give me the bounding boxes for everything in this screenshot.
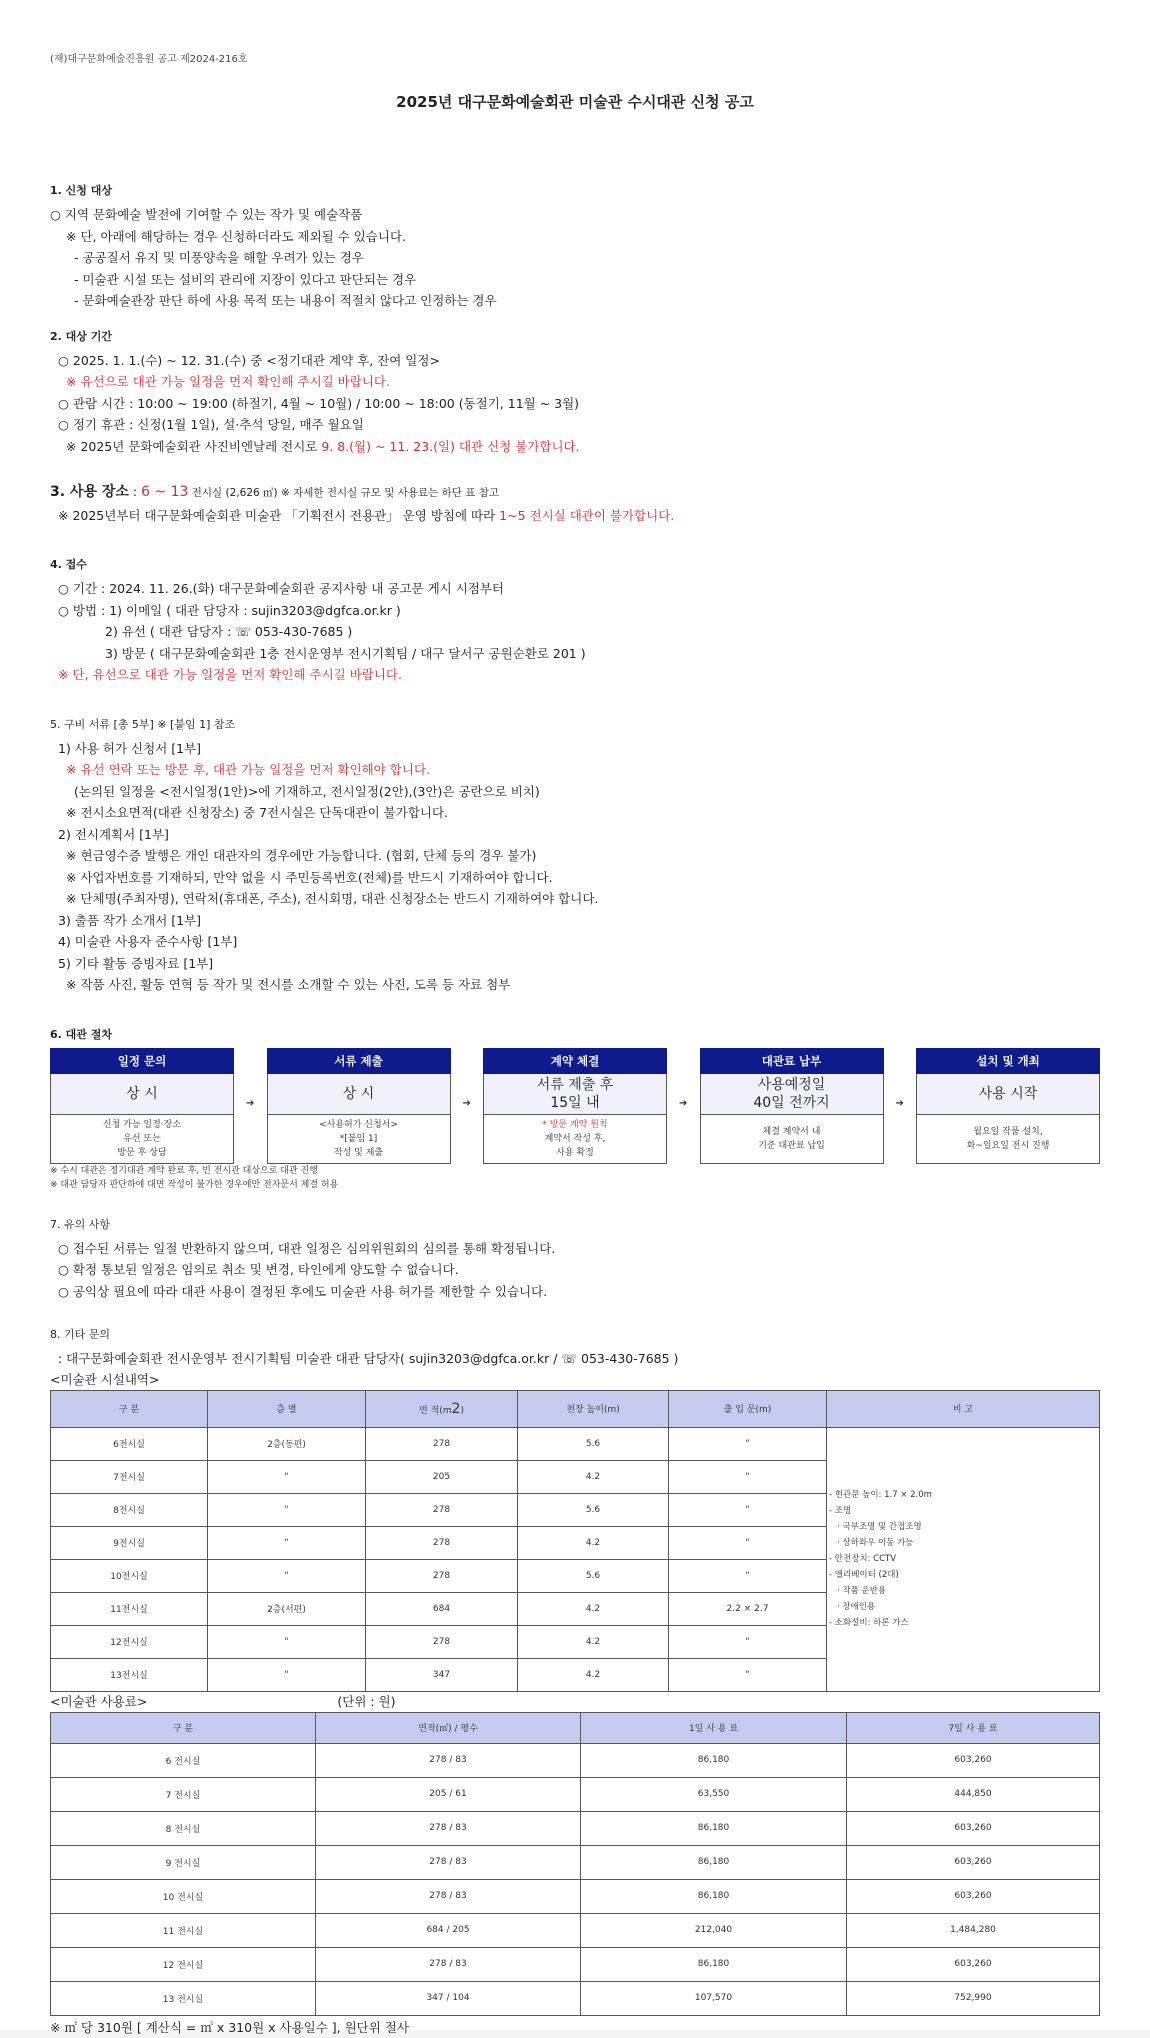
table-cell: 86,180 (581, 1845, 847, 1879)
table-row (51, 1947, 1100, 1981)
table-cell: 86,180 (581, 1743, 847, 1777)
remark-line: · 작품 운반용 (837, 1586, 887, 1596)
column-header: 구 분 (51, 1390, 208, 1427)
text-line: - 문화예술관장 판단 하에 사용 목적 또는 내용이 적절치 않다고 인정하는 경우 (74, 293, 497, 308)
table-cell: 278 / 83 (316, 1811, 581, 1845)
table-cell: " (208, 1559, 366, 1592)
table-cell: 2층(동편) (208, 1427, 366, 1460)
table-cell: 5.6 (518, 1493, 669, 1526)
step-desc (483, 1115, 667, 1164)
remark-line: - 조명 (829, 1506, 852, 1516)
table-cell: " (208, 1493, 366, 1526)
table-cell: 278 (366, 1526, 518, 1559)
table-cell: 4.2 (518, 1460, 669, 1493)
text-line: ○ 확정 통보된 일정은 임의로 취소 및 변경, 타인에게 양도할 수 없습니다. (58, 1262, 459, 1277)
table-cell: 4.2 (518, 1526, 669, 1559)
section-documents (50, 716, 1100, 996)
text-line: 4) 미술관 사용자 준수사항 [1부] (58, 934, 238, 949)
table-cell: 5.6 (518, 1427, 669, 1460)
table-cell: " (208, 1658, 366, 1691)
section-venue (50, 481, 1100, 526)
arrow-right-icon: ➔ (462, 1097, 471, 1109)
table-row (51, 1427, 1100, 1460)
column-header: 층 별 (208, 1390, 366, 1427)
table-header-row (51, 1712, 1100, 1743)
table-cell: 347 / 104 (316, 1981, 581, 2015)
remark-line: - 안전장치: CCTV (829, 1554, 897, 1564)
venue-range: 6 ~ 13 (141, 484, 189, 500)
text-line: ※ 현금영수증 발행은 개인 대관자의 경우에만 가능합니다. (협회, 단체 등의 경우 불가) (66, 848, 537, 863)
text-line (50, 436, 1100, 458)
column-header: 1일 사 용 료 (581, 1712, 847, 1743)
table-cell: 4.2 (518, 1592, 669, 1625)
text-line: - 미술관 시설 또는 설비의 관리에 지장이 있다고 판단되는 경우 (74, 271, 417, 287)
procedure-step (50, 1048, 234, 1164)
table-cell: 205 / 61 (316, 1777, 581, 1811)
section-title: 6. 대관 절차 (50, 1027, 112, 1041)
table-cell: 11 전시실 (51, 1913, 316, 1947)
arrow-right-icon: ➔ (679, 1097, 688, 1109)
table-cell: 347 (366, 1658, 518, 1691)
column-header (366, 1390, 518, 1427)
step-desc (267, 1115, 451, 1164)
text-part: ※ 2025년 문화예술회관 사진비엔날레 전시로 (66, 438, 322, 454)
header-part: ) (460, 1405, 464, 1416)
table-cell: " (669, 1526, 827, 1559)
table-cell: 86,180 (581, 1811, 847, 1845)
text-part: 1~5 전시실 대관이 불가합니다. (499, 507, 675, 523)
text-line: ○ 지역 문화예술 발전에 기여할 수 있는 작가 및 예술작품 (50, 207, 363, 222)
text-line: ※ 단체명(주최자명), 연락처(휴대폰, 주소), 전시회명, 대관 신청장소는 반드시 기재하여야 합니다. (66, 891, 599, 906)
table-cell: 603,260 (847, 1947, 1100, 1981)
text-line: ※ 단, 아래에 해당하는 경우 신청하더라도 제외될 수 있습니다. (66, 228, 407, 244)
fee-footnote: ※ ㎡ 당 310원 [ 계산식 = ㎡ x 310원 x 사용일수 ], 원단위 절사 (50, 2019, 409, 2035)
table-cell: 603,260 (847, 1879, 1100, 1913)
step-desc-line: 계약서 작성 후, (544, 1133, 606, 1144)
text-line: ○ 기간 : 2024. 11. 26.(화) 대구문화예술회관 공지사항 내 공고문 게시 시점부터 (58, 581, 504, 596)
table-cell: 4.2 (518, 1658, 669, 1691)
section-cautions (50, 1216, 1100, 1303)
text-line: (논의된 일정을 <전시일정(1안)>에 기재하고, 전시일정(2안),(3안)은 공란으로 비치) (74, 783, 540, 799)
fee-label-text: <미술관 사용료> (50, 1693, 148, 1709)
section-title: 2. 대상 기간 (50, 329, 112, 343)
table-cell: 278 / 83 (316, 1845, 581, 1879)
table-cell: 12 전시실 (51, 1947, 316, 1981)
table-cell: 9 전시실 (51, 1845, 316, 1879)
step-desc-line: 사용 확정 (556, 1147, 594, 1158)
section-period (50, 328, 1100, 458)
table-cell: 6 전시실 (51, 1743, 316, 1777)
remark-line: · 국부조명 및 간접조명 (837, 1522, 922, 1532)
section-contact (50, 1326, 1100, 1370)
step-desc-line: 체결 계약서 내 (762, 1126, 821, 1137)
section-applicants (50, 182, 1100, 312)
table-cell: 684 (366, 1592, 518, 1625)
step-main (267, 1074, 451, 1115)
table-cell: 13전시실 (51, 1658, 208, 1691)
text-line (50, 505, 1100, 527)
fee-table (50, 1712, 1100, 2016)
table-cell: 278 / 83 (316, 1879, 581, 1913)
table-cell: 278 (366, 1559, 518, 1592)
text-line: - 공공질서 유지 및 미풍양속을 해할 우려가 있는 경우 (74, 250, 364, 265)
step-main (700, 1074, 884, 1115)
table-cell: " (669, 1559, 827, 1592)
step-main-text: 상 시 (126, 1085, 158, 1102)
text-line: ○ 방법 : 1) 이메일 ( 대관 담당자 : sujin3203@dgfca.or.kr ) (58, 602, 401, 618)
text-line: : 대구문화예술회관 전시운영부 전시기획팀 미술관 대관 담당자( sujin3203@dgfca.or.kr / ☏ 053-430-7685 ) (58, 1351, 679, 1366)
table-cell: 7 전시실 (51, 1777, 316, 1811)
column-header: 천장 높이(m) (518, 1390, 669, 1427)
text-line: 5) 기타 활동 증빙자료 [1부] (58, 955, 214, 971)
table-cell: 4.2 (518, 1625, 669, 1658)
step-head: 대관료 납부 (700, 1048, 884, 1074)
table-cell: " (208, 1625, 366, 1658)
text-line: 1) 사용 허가 신청서 [1부] (58, 740, 202, 756)
step-desc (916, 1115, 1100, 1164)
step-desc-line: 작성 및 제출 (333, 1147, 384, 1158)
table-row (51, 1879, 1100, 1913)
column-header: 면적(㎡) / 평수 (316, 1712, 581, 1743)
text-line: ※ 전시소요면적(대관 신청장소) 중 7전시실은 단독대관이 불가합니다. (66, 805, 449, 820)
header-part: 면 적(m (419, 1405, 452, 1416)
page-title: 2025년 대구문화예술회관 미술관 수시대관 신청 공고 (396, 93, 754, 111)
table-row (51, 1743, 1100, 1777)
table-cell: 603,260 (847, 1845, 1100, 1879)
text-line: 2) 전시계획서 [1부] (58, 826, 169, 842)
text-part: 전시실 (2,626 ㎡) ※ 자세한 전시실 규모 및 사용료는 하단 표 참고 (188, 487, 500, 499)
arrow-right-icon: ➔ (895, 1097, 904, 1109)
facility-table (50, 1390, 1100, 1692)
column-header: 출 입 문(m) (669, 1390, 827, 1427)
text-part: ※ 2025년부터 대구문화예술회관 미술관 「기획전시 전용관」 운영 방침에 따라 (58, 507, 500, 523)
section-title: 8. 기타 문의 (50, 1328, 110, 1341)
text-line: ○ 공익상 필요에 따라 대관 사용이 결정된 후에도 미술관 사용 허가를 제한할 수 있습니다. (58, 1283, 548, 1299)
text-line: 3) 출품 작가 소개서 [1부] (58, 912, 202, 928)
table-cell: 278 (366, 1493, 518, 1526)
remark-line: - 현관문 높이: 1.7 × 2.0m (829, 1490, 932, 1500)
column-header: 비 고 (827, 1390, 1100, 1427)
header-part: 2 (451, 1400, 461, 1417)
column-header: 7일 사 용 료 (847, 1712, 1100, 1743)
table-cell: 684 / 205 (316, 1913, 581, 1947)
procedure-step (483, 1048, 667, 1164)
table-cell: 444,850 (847, 1777, 1100, 1811)
table-row (51, 1913, 1100, 1947)
remarks-cell (827, 1427, 1100, 1691)
table-cell: 8전시실 (51, 1493, 208, 1526)
table-cell: " (208, 1526, 366, 1559)
fee-table-label (50, 1692, 1100, 1712)
table-cell: " (669, 1460, 827, 1493)
text-line: ○ 접수된 서류는 일절 반환하지 않으며, 대관 일정은 심의위원회의 심의를 통해 확정됩니다. (58, 1240, 556, 1256)
table-cell: 278 (366, 1625, 518, 1658)
column-header: 구 분 (51, 1712, 316, 1743)
section-title: 4. 접수 (50, 558, 87, 571)
step-main-text: 사용예정일 (757, 1076, 826, 1093)
section-title: 1. 신청 대상 (50, 184, 112, 197)
procedure-flow (50, 1048, 1100, 1164)
step-desc-line: 방문 후 상담 (117, 1147, 167, 1158)
arrow-right-icon: ➔ (246, 1097, 255, 1109)
step-desc-line: <사용허가 신청서> (319, 1119, 398, 1130)
procedure-note: ※ 대관 담당자 판단하에 대면 작성이 불가한 경우에만 전자문서 체결 허용 (50, 1179, 339, 1190)
step-main (483, 1074, 667, 1115)
section-title: 3. 사용 장소 (50, 484, 129, 500)
step-head: 설치 및 개최 (916, 1048, 1100, 1074)
text-line: ※ 작품 사진, 활동 연혁 등 작가 및 전시를 소개할 수 있는 사진, 도록 등 자료 첨부 (66, 977, 511, 992)
remark-line: · 장애인용 (837, 1602, 876, 1612)
fee-unit-text: (단위 : 원) (337, 1693, 396, 1709)
table-cell: 603,260 (847, 1743, 1100, 1777)
text-line: ○ 정기 휴관 : 신정(1월 1일), 설·추석 당일, 매주 월요일 (58, 417, 364, 432)
text-line: 3) 방문 ( 대구문화예술회관 1층 전시운영부 전시기획팀 / 대구 달서구 공원순환로 201 ) (105, 645, 586, 661)
table-cell: " (669, 1493, 827, 1526)
step-desc-line: 월요일 작품 설치, (973, 1126, 1043, 1137)
text-line: ※ 사업자번호를 기재하되, 만약 없을 시 주민등록번호(전체)를 반드시 기재하여야 합니다. (66, 869, 553, 885)
table-cell: " (669, 1427, 827, 1460)
table-cell: 12전시실 (51, 1625, 208, 1658)
table-cell: 603,260 (847, 1811, 1100, 1845)
step-head: 서류 제출 (267, 1048, 451, 1074)
table-cell: 205 (366, 1460, 518, 1493)
section-title: 7. 유의 사항 (50, 1217, 110, 1231)
table-cell: 86,180 (581, 1947, 847, 1981)
step-desc-line: *[붙임 1] (339, 1133, 378, 1144)
step-main-text: 상 시 (342, 1085, 375, 1102)
step-main-text: 15일 내 (550, 1094, 600, 1111)
text-line: ※ 단, 유선으로 대관 가능 일정을 먼저 확인해 주시길 바랍니다. (58, 667, 402, 682)
step-main-text: 40일 전까지 (753, 1094, 830, 1111)
text-line: 2) 유선 ( 대관 담당자 : ☏ 053-430-7685 ) (105, 624, 353, 639)
table-cell: 107,570 (581, 1981, 847, 2015)
table-cell: 1,484,280 (847, 1913, 1100, 1947)
table-cell: 7전시실 (51, 1460, 208, 1493)
table-cell: 752,990 (847, 1981, 1100, 2015)
table-cell: 10 전시실 (51, 1879, 316, 1913)
table-cell: 8 전시실 (51, 1811, 316, 1845)
text-line: ○ 관람 시간 : 10:00 ~ 19:00 (하절기, 4월 ~ 10월) / 10:00 ~ 18:00 (동절기, 11월 ~ 3월) (58, 395, 580, 411)
table-cell: 278 / 83 (316, 1743, 581, 1777)
table-cell: 2층(서편) (208, 1592, 366, 1625)
procedure-step (267, 1048, 451, 1164)
remark-line: - 엘리베이터 (2대) (829, 1570, 899, 1580)
table-cell: 11전시실 (51, 1592, 208, 1625)
section-procedure (50, 1026, 1100, 1192)
table-cell: 6전시실 (51, 1427, 208, 1460)
notice-number: (재)대구문화예술진흥원 공고 제2024-216호 (50, 54, 248, 65)
step-head: 계약 체결 (483, 1048, 667, 1074)
table-cell: " (208, 1460, 366, 1493)
text-line: ○ 2025. 1. 1.(수) ~ 12. 31.(수) 중 <정기대관 계약 후, 잔여 일정> (58, 352, 440, 368)
table-row (51, 1845, 1100, 1879)
procedure-step (700, 1048, 884, 1164)
table-cell: 86,180 (581, 1879, 847, 1913)
section-title: 5. 구비 서류 [총 5부] ※ [붙임 1] 참조 (50, 717, 236, 731)
step-desc (50, 1115, 234, 1164)
table-cell: " (669, 1625, 827, 1658)
table-cell: 278 (366, 1427, 518, 1460)
table-header-row (51, 1390, 1100, 1427)
step-main-text: 사용 시작 (978, 1085, 1038, 1102)
text-part: 9. 8.(월) ~ 11. 23.(일) 대관 신청 불가합니다. (321, 438, 580, 454)
table-cell: 5.6 (518, 1559, 669, 1592)
text-line: ※ 유선으로 대관 가능 일정을 먼저 확인해 주시길 바랍니다. (66, 374, 390, 389)
text-line (50, 481, 1100, 505)
step-desc-line: 기준 대관료 납입 (758, 1140, 825, 1151)
step-desc-line: 화~일요일 전시 진행 (966, 1140, 1050, 1151)
step-desc-line: 신청 가능 일정·장소 (102, 1119, 182, 1130)
section-reception (50, 556, 1100, 686)
step-desc (700, 1115, 884, 1164)
table-cell: 9전시실 (51, 1526, 208, 1559)
table-row (51, 1981, 1100, 2015)
remark-line: · 상하좌우 이동 가능 (837, 1538, 914, 1548)
step-main-text: 서류 제출 후 (536, 1076, 614, 1093)
table-cell: 2.2 × 2.7 (669, 1592, 827, 1625)
table-cell: 13 전시실 (51, 1981, 316, 2015)
text-part: : (128, 484, 142, 499)
table-row (51, 1777, 1100, 1811)
table-cell: 10전시실 (51, 1559, 208, 1592)
step-desc-line: * 방문 계약 원칙 (542, 1119, 608, 1130)
procedure-note: ※ 수시 대관은 정기대관 계약 완료 후, 빈 전시관 대상으로 대관 진행 (50, 1165, 318, 1176)
table-cell: 278 / 83 (316, 1947, 581, 1981)
procedure-step (916, 1048, 1100, 1164)
text-line: ※ 유선 연락 또는 방문 후, 대관 가능 일정을 먼저 확인해야 합니다. (66, 762, 431, 777)
table-cell: 212,040 (581, 1913, 847, 1947)
remark-line: - 소화설비: 하론 가스 (829, 1618, 909, 1628)
table-cell: " (669, 1658, 827, 1691)
table-row (51, 1811, 1100, 1845)
step-head: 일정 문의 (50, 1048, 234, 1074)
table-cell: 63,550 (581, 1777, 847, 1811)
step-main (916, 1074, 1100, 1115)
step-main (50, 1074, 234, 1115)
facility-table-label: <미술관 시설내역> (50, 1371, 160, 1387)
step-desc-line: 유선 또는 (123, 1133, 161, 1144)
